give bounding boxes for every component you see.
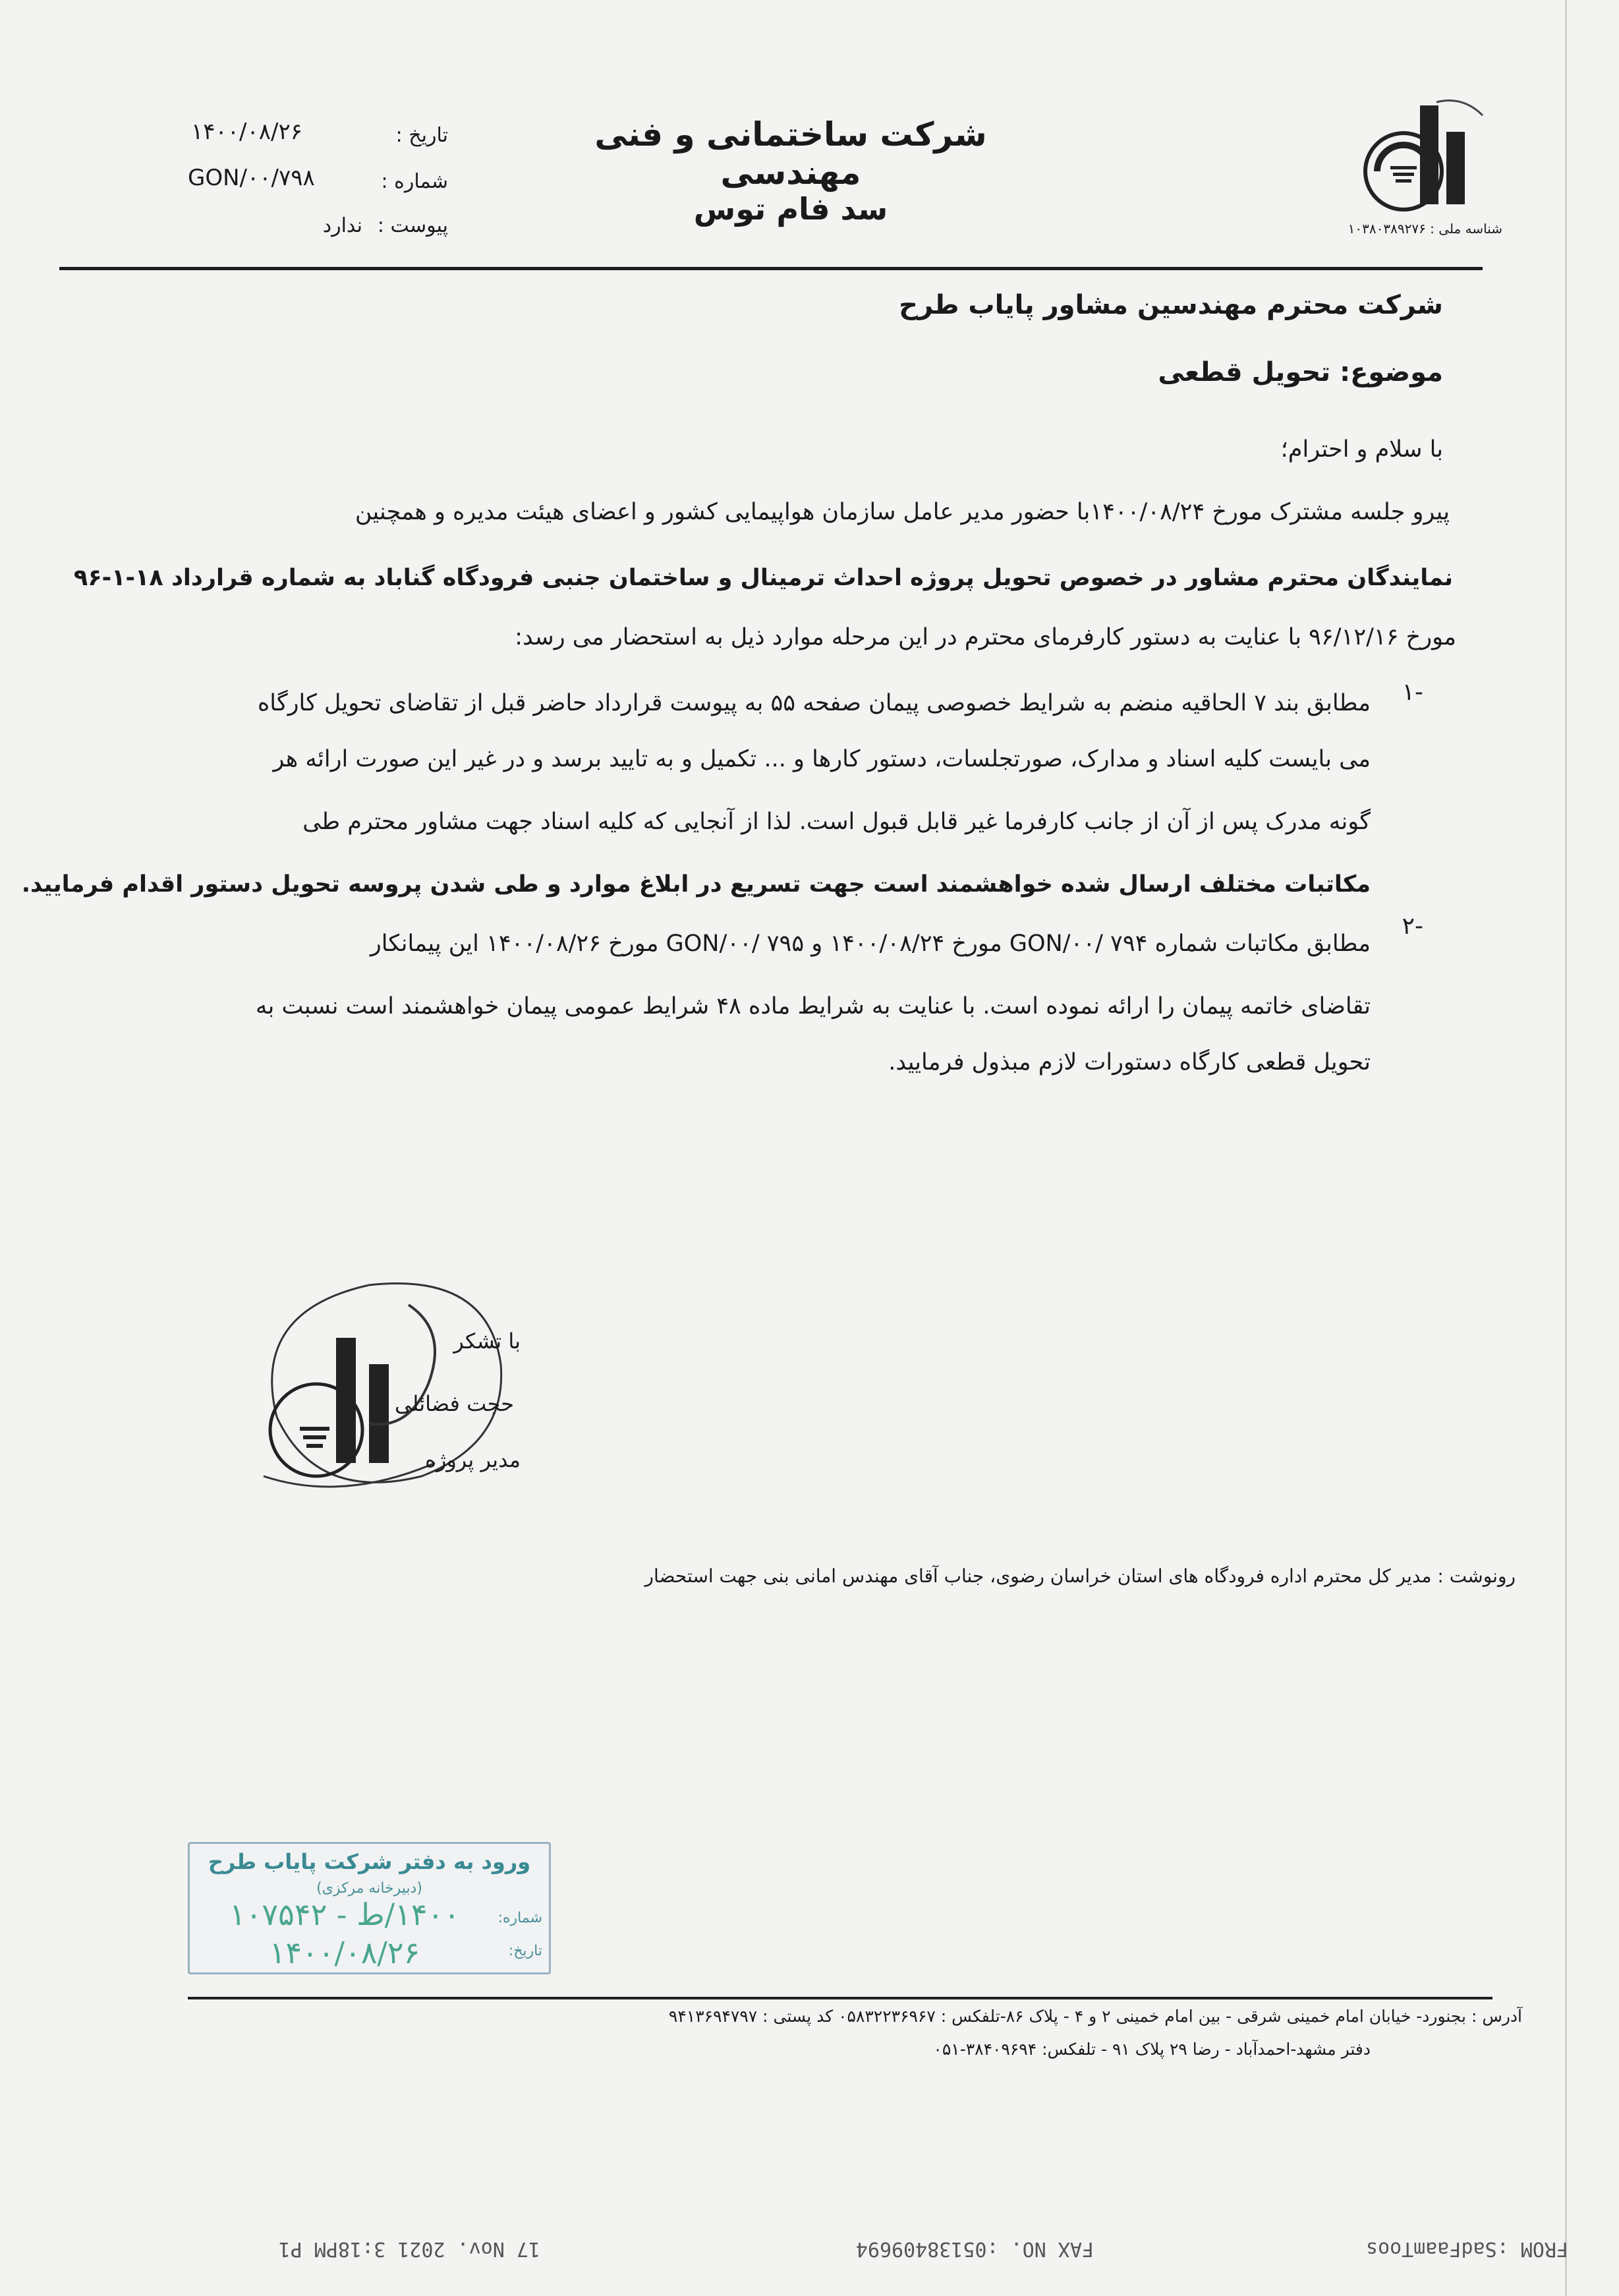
national-id: شناسه ملی : ۱۰۳۸۰۳۸۹۲۷۶	[1348, 221, 1502, 237]
item-1-line-4: مکاتبات مختلف ارسال شده خواهشمند است جهت تسریع در ابلاغ موارد و طی شدن پروسه تحویل دستور اقدام فرمایید.	[21, 871, 1371, 898]
date-label: تاریخ :	[395, 124, 448, 147]
subject-line: موضوع: تحویل قطعی	[1158, 357, 1443, 387]
item-1-line-2: می بایست کلیه اسناد و مدارک، صورتجلسات، دستور کارها و ... تکمیل و به تایید برسد و در غیر این صورت ارائه هر	[273, 746, 1371, 772]
item-1-line-3: گونه مدرک پس از آن از جانب کارفرما غیر قابل قبول است. لذا از آنجایی که کلیه اسناد جهت مشاور محترم طی	[302, 809, 1371, 835]
closing-name: حجت فضائلی	[395, 1391, 514, 1416]
attachment-label: پیوست :	[377, 214, 448, 237]
received-stamp-subtitle: (دبیرخانه مرکزی)	[316, 1880, 422, 1897]
received-stamp-date-label: تاریخ:	[508, 1943, 542, 1959]
date-value: ۱۴۰۰/۰۸/۲۶	[191, 119, 303, 145]
item-1-line-1: مطابق بند ۷ الحاقیه منضم به شرایط خصوصی پیمان صفحه ۵۵ به پیوست قرارداد حاضر قبل از تقاضای تحویل کارگاه	[257, 690, 1371, 716]
footer-divider	[188, 1997, 1492, 1999]
company-logo	[1357, 92, 1489, 217]
header-divider	[59, 267, 1483, 270]
received-stamp-number-label: شماره:	[497, 1910, 542, 1926]
greeting: با سلام و احترام؛	[1280, 436, 1443, 463]
number-label: شماره :	[381, 170, 448, 193]
fax-datetime: 17 Nov. 2021 3:18PM P1	[278, 2237, 540, 2260]
fax-header	[165, 2221, 1568, 2274]
cc-line: رونوشت : مدیر کل محترم اداره فرودگاه های استان خراسان رضوی، جناب آقای مهندس امانی بنی جهت استحضار	[644, 1565, 1516, 1587]
item-1-number: ۱-	[1402, 679, 1423, 706]
item-2-number: ۲-	[1402, 913, 1423, 940]
fax-number: FAX NO. :05138409694	[855, 2237, 1094, 2260]
addressee: شرکت محترم مهندسین مشاور پایاب طرح	[899, 290, 1443, 320]
received-stamp-title: ورود به دفتر شرکت پایاب طرح	[208, 1849, 531, 1874]
attachment-value: ندارد	[322, 214, 362, 237]
intro-line-2: نمایندگان محترم مشاور در خصوص تحویل پروژه احداث ترمینال و ساختمان جنبی فرودگاه گناباد به شماره قرارداد ۱۸-۱-۹۶	[73, 565, 1453, 591]
footer-address-line1: آدرس : بجنورد- خیابان امام خمینی شرقی - بین امام خمینی ۲ و ۴ - پلاک ۸۶-تلفکس : ۰۵۸۳۲۲۳۶۹۶۷ کد پستی : ۹۴۱۳۶۹۴۷۹۷	[668, 2007, 1522, 2026]
footer-address-line2: دفتر مشهد-احمدآباد - رضا ۲۹ پلاک ۹۱ - تلفکس: ۳۸۴۰۹۶۹۴-۰۵۱	[933, 2040, 1371, 2059]
intro-line-3: مورخ ۹۶/۱۲/۱۶ با عنایت به دستور کارفرمای محترم در این مرحله موارد ذیل به استحضار می رسد:	[515, 624, 1456, 650]
intro-line-1: پیرو جلسه مشترک مورخ ۱۴۰۰/۰۸/۲۴با حضور مدیر عامل سازمان هواپیمایی کشور و اعضای هیئت مدیره و همچنین	[355, 499, 1450, 525]
number-value: GON/۰۰/۷۹۸	[188, 165, 315, 191]
received-stamp	[188, 1842, 551, 1974]
company-name-line1: شرکت ساختمانی و فنی مهندسی	[594, 115, 987, 192]
closing-thanks: با تشکر	[453, 1329, 521, 1354]
paper-edge	[1565, 0, 1567, 2296]
closing-title: مدیر پروژه	[425, 1447, 521, 1472]
item-2-line-1: مطابق مکاتبات شماره GON/۰۰/ ۷۹۴ مورخ ۱۴۰۰/۰۸/۲۴ و GON/۰۰/ ۷۹۵ مورخ ۱۴۰۰/۰۸/۲۶ این پیمانکار	[370, 931, 1371, 957]
received-stamp-date-value: ۱۴۰۰/۰۸/۲۶	[269, 1935, 420, 1970]
item-2-line-2: تقاضای خاتمه پیمان را ارائه نموده است. با عنایت به شرایط ماده ۴۸ شرایط عمومی پیمان خواهشمند است نسبت به	[255, 993, 1371, 1019]
fax-from: FROM :SadFaamToos	[1365, 2237, 1568, 2260]
company-logo-icon	[1357, 92, 1489, 217]
company-name-line2: سد فام توس	[693, 191, 888, 227]
received-stamp-number-value: ۱۴۰۰/ط - ۱۰۷۵۴۲	[229, 1897, 460, 1932]
item-2-line-3: تحویل قطعی کارگاه دستورات لازم مبذول فرمایید.	[888, 1049, 1371, 1076]
